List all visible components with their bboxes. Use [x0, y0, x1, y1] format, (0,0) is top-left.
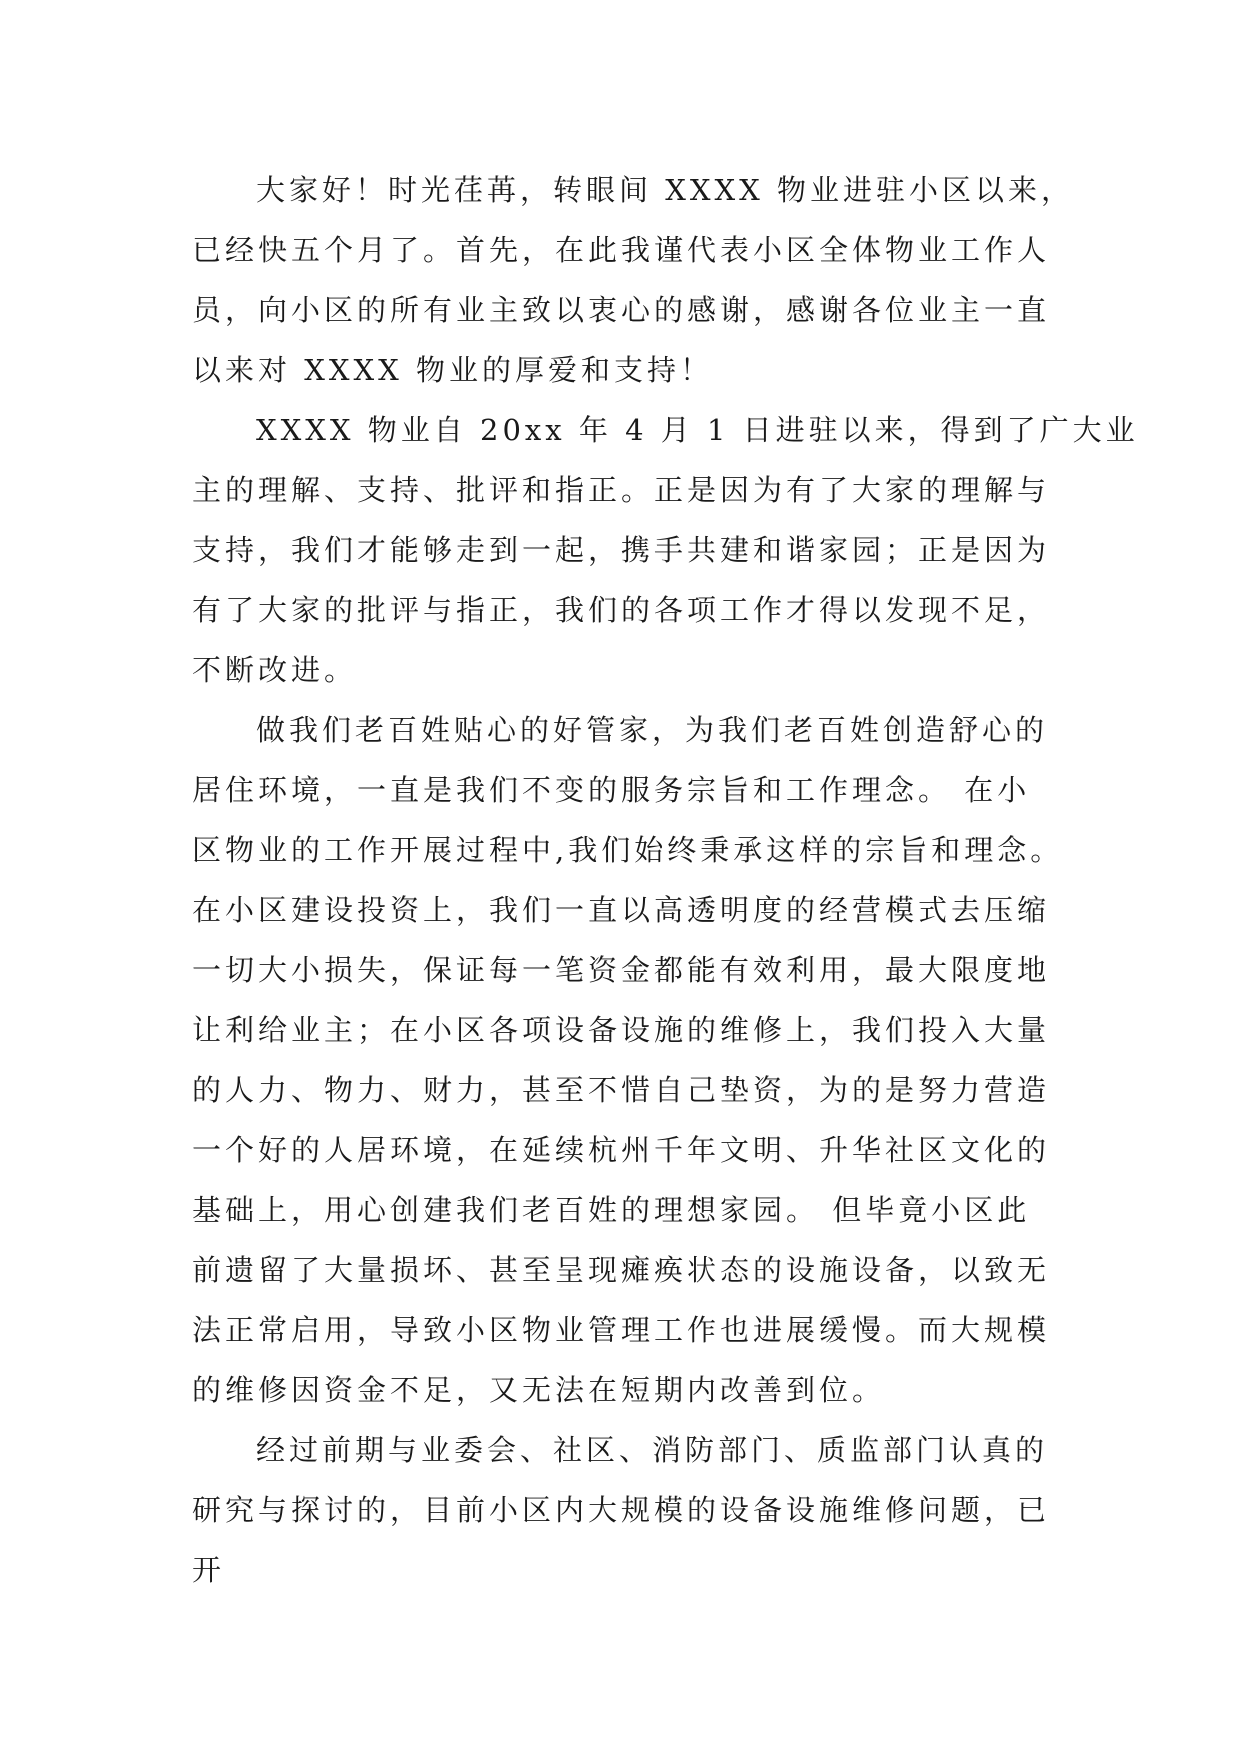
- document-body: [192, 160, 1139, 1600]
- text-line: 不断改进。: [192, 653, 358, 687]
- paragraph-4: [192, 1420, 1052, 1600]
- text-line: 基础上，用心创建我们老百姓的理想家园。 但毕竟小区此: [192, 1193, 1031, 1227]
- text-line: 做我们老百姓贴心的好管家，为我们老百姓创造舒心的: [256, 713, 1049, 747]
- text-line: 以来对 XXXX 物业的厚爱和支持！: [192, 353, 714, 387]
- text-line: 支持，我们才能够走到一起，携手共建和谐家园；正是因为: [192, 533, 1051, 567]
- text-line: 居住环境，一直是我们不变的服务宗旨和工作理念。 在小: [192, 773, 1031, 807]
- text-line: 让利给业主；在小区各项设备设施的维修上，我们投入大量: [192, 1013, 1051, 1047]
- text-line: 法正常启用，导致小区物业管理工作也进展缓慢。而大规模: [192, 1313, 1051, 1347]
- text-line: 一切大小损失，保证每一笔资金都能有效利用，最大限度地: [192, 953, 1051, 987]
- paragraph-1: [192, 160, 1075, 400]
- text-line: 的人力、物力、财力，甚至不惜自己垫资，为的是努力营造: [192, 1073, 1051, 1107]
- text-line: 一个好的人居环境，在延续杭州千年文明、升华社区文化的: [192, 1133, 1051, 1167]
- text-line: XXXX 物业自 20xx 年 4 月 1 日进驻以来，得到了广大业: [256, 413, 1139, 447]
- text-line: 员，向小区的所有业主致以衷心的感谢，感谢各位业主一直: [192, 293, 1051, 327]
- text-line: 经过前期与业委会、社区、消防部门、质监部门认真的: [256, 1433, 1049, 1467]
- text-line: 的维修因资金不足，又无法在短期内改善到位。: [192, 1373, 886, 1407]
- text-line: 有了大家的批评与指正，我们的各项工作才得以发现不足，: [192, 593, 1051, 627]
- paragraph-3: [192, 700, 1064, 1420]
- text-line: 前遗留了大量损坏、甚至呈现瘫痪状态的设施设备，以致无: [192, 1253, 1051, 1287]
- text-line: 已经快五个月了。首先，在此我谨代表小区全体物业工作人: [192, 233, 1051, 267]
- text-line: 区物业的工作开展过程中,我们始终秉承这样的宗旨和理念。: [192, 833, 1064, 867]
- text-line: 大家好！时光荏苒，转眼间 XXXX 物业进驻小区以来，: [256, 173, 1075, 207]
- text-line: 研究与探讨的，目前小区内大规模的设备设施维修问题，已: [192, 1493, 1051, 1527]
- text-line: 主的理解、支持、批评和指正。正是因为有了大家的理解与: [192, 473, 1051, 507]
- text-line: 开: [192, 1553, 226, 1587]
- paragraph-2: [192, 400, 1139, 700]
- text-line: 在小区建设投资上，我们一直以高透明度的经营模式去压缩: [192, 893, 1051, 927]
